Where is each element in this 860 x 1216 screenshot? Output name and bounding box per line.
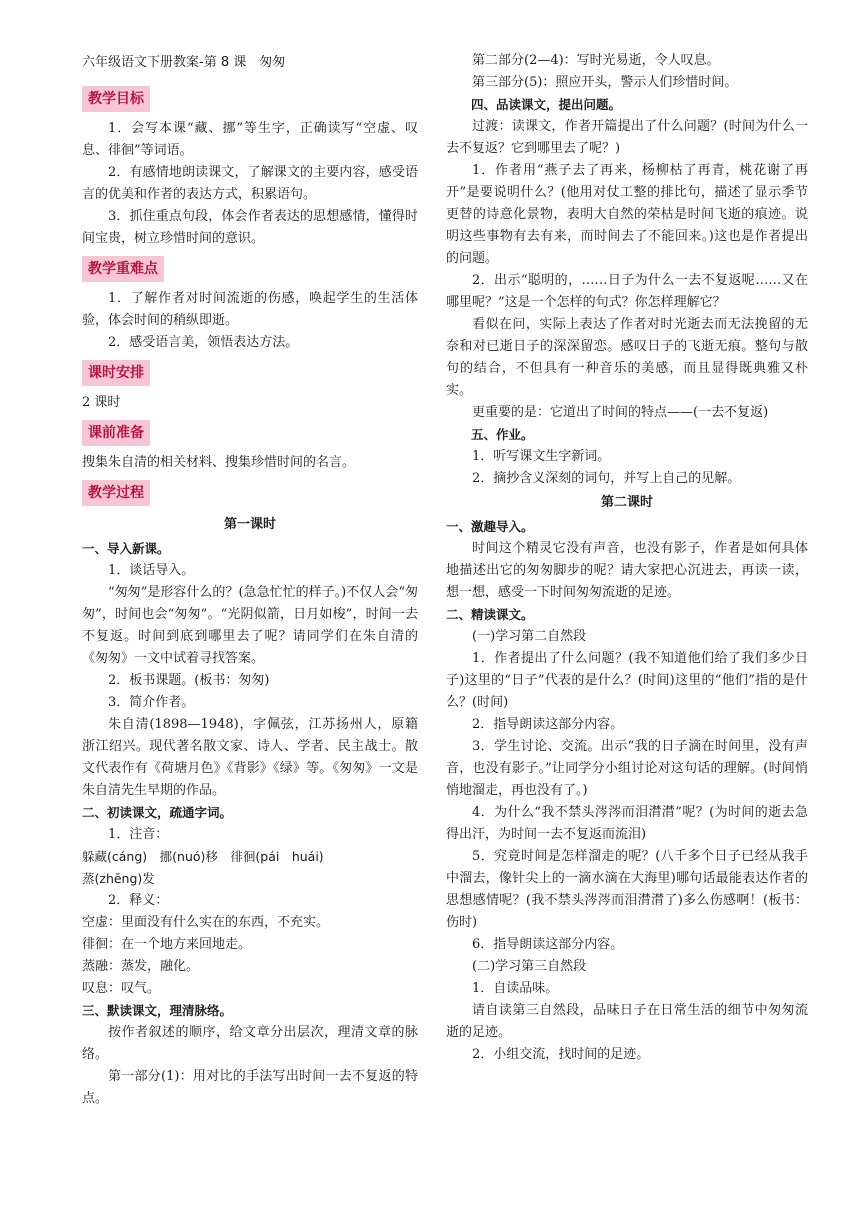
section-heading: 一、激趣导入。 bbox=[446, 519, 534, 534]
paragraph: 看似在问，实际上表达了作者对时光逝去而无法挽留的无奈和对已逝日子的深深留恋。感叹日子的飞逝无痕。整句与散句的结合，不但具有一种音乐的美感，而且显得既典雅又朴实。 bbox=[446, 317, 808, 398]
definition: 空虚：里面没有什么实在的东西，不充实。 bbox=[82, 915, 330, 930]
subsection-heading: (二)学习第三自然段 bbox=[472, 959, 587, 974]
paragraph: 第一部分(1)：用对比的手法写出时间一去不复返的特点。 bbox=[82, 1069, 418, 1106]
lesson2-heading: 第二课时 bbox=[600, 495, 653, 510]
paragraph: 第二部分(2—4)：写时光易逝，令人叹息。 bbox=[472, 53, 720, 68]
paragraph: 1．作者提出了什么问题？(我不知道他们给了我们多少日子)这里的“日子”代表的是什么？(时间)这里的“他们”指的是什么？(时间) bbox=[446, 651, 808, 710]
paragraph: 更重要的是：它道出了时间的特点——(一去不复返) bbox=[472, 405, 769, 420]
paragraph: 时间这个精灵它没有声音，也没有影子，作者是如何具体地描述出它的匆匆脚步的呢？请大家把心沉进去，再读一读，想一想，感受一下时间匆匆流逝的足迹。 bbox=[446, 541, 808, 600]
goal-item: 1．会写本课“藏、挪”等生字，正确读写“空虚、叹息、徘徊”等词语。 bbox=[82, 121, 418, 158]
paragraph: 第三部分(5)：照应开头，警示人们珍惜时间。 bbox=[472, 75, 738, 90]
right-column bbox=[446, 50, 808, 1066]
paragraph: 5．究竟时间是怎样溜走的呢？(八千多个日子已经从我手中溜去，像针尖上的一滴水滴在大海里)哪句话最能表达作者的思想感情呢？(我不禁头涔涔而泪潸潸了)多么伤感啊！(板书：伤时) bbox=[446, 849, 808, 930]
paragraph: 按作者叙述的顺序，给文章分出层次，理清文章的脉络。 bbox=[82, 1025, 418, 1062]
section-badge-prep: 课前准备 bbox=[82, 420, 150, 446]
pinyin-line: 躲藏(cáng) 挪(nuó)移 徘徊(pái huái) bbox=[82, 849, 324, 864]
section-heading: 二、精读课文。 bbox=[446, 607, 534, 622]
section-badge-schedule: 课时安排 bbox=[82, 360, 150, 386]
step-text: 3．简介作者。 bbox=[108, 695, 195, 710]
section-badge-process: 教学过程 bbox=[82, 480, 150, 506]
definition: 蒸融：蒸发，融化。 bbox=[82, 959, 200, 974]
section-heading: 三、默读课文，理清脉络。 bbox=[82, 1003, 233, 1018]
schedule-text: 2 课时 bbox=[82, 395, 121, 410]
subsection-heading: (一)学习第二自然段 bbox=[472, 629, 587, 644]
author-intro: 朱自清(1898—1948)，字佩弦，江苏扬州人，原籍浙江绍兴。现代著名散文家、诗人、学者、民主战士。散文代表作有《荷塘月色》《背影》《绿》等。《匆匆》一文是朱自清先生早期的作品。 bbox=[82, 717, 418, 798]
paragraph: 1．作者用“燕子去了再来，杨柳枯了再青，桃花谢了再开”是要说明什么？(他用对仗工整的排比句，描述了显示季节更替的诗意化景物，表明大自然的荣枯是时间飞逝的痕迹。说明这些事物有去有来，而时间去了不能回来。)这也是作者提出的问题。 bbox=[446, 163, 808, 266]
paragraph: 过渡：读课文，作者开篇提出了什么问题？(时间为什么一去不复返？它到哪里去了呢？) bbox=[446, 119, 808, 156]
prep-text: 搜集朱自清的相关材料、搜集珍惜时间的名言。 bbox=[82, 455, 356, 470]
paragraph: 请自读第三自然段，品味日子在日常生活的细节中匆匆流逝的足迹。 bbox=[446, 1003, 808, 1040]
goal-item: 2．有感情地朗读课文，了解课文的主要内容，感受语言的优美和作者的表达方式，积累语句。 bbox=[82, 165, 418, 202]
difficulty-item: 1．了解作者对时间流逝的伤感，唤起学生的生活体验，体会时间的稍纵即逝。 bbox=[82, 291, 418, 328]
section-heading: 四、品读课文，提出问题。 bbox=[471, 97, 622, 112]
section-heading: 五、作业。 bbox=[471, 427, 534, 442]
lesson1-heading: 第一课时 bbox=[223, 517, 276, 532]
step-text: 6．指导朗读这部分内容。 bbox=[472, 937, 624, 952]
step-text: 2．指导朗读这部分内容。 bbox=[472, 717, 624, 732]
step-text: 1．听写课文生字新词。 bbox=[472, 449, 611, 464]
step-text: 2．板书课题。(板书：匆匆) bbox=[108, 673, 270, 688]
step-text: 1．自读品味。 bbox=[472, 981, 559, 996]
step-text: 1．注音： bbox=[108, 827, 169, 842]
paragraph: 2．出示“聪明的，……日子为什么一去不复返呢……又在哪里呢？”这是一个怎样的句式？你怎样理解它？ bbox=[446, 273, 808, 310]
step-text: 1．谈话导入。 bbox=[108, 563, 195, 578]
paragraph: “匆匆”是形容什么的？(急急忙忙的样子。)不仅人会“匆匆”，时间也会“匆匆”。“光阴似箭，日月如梭”，时间一去不复返。时间到底到哪里去了呢？请同学们在朱自清的《匆匆》一文中试着寻找答案。 bbox=[82, 585, 418, 666]
step-text: 2．摘抄含义深刻的词句，并写上自己的见解。 bbox=[472, 471, 741, 486]
difficulty-item: 2．感受语言美，领悟表达方法。 bbox=[108, 335, 299, 350]
step-text: 2．释义： bbox=[108, 893, 169, 908]
definition: 徘徊：在一个地方来回地走。 bbox=[82, 937, 252, 952]
pinyin-line: 蒸(zhēng)发 bbox=[82, 871, 155, 886]
paragraph: 4．为什么“我不禁头涔涔而泪潸潸”呢？(为时间的逝去急得出汗，为时间一去不复返而流泪) bbox=[446, 805, 808, 842]
left-column bbox=[82, 52, 418, 1110]
step-text: 2．小组交流，找时间的足迹。 bbox=[472, 1047, 650, 1062]
paragraph: 3．学生讨论、交流。出示“我的日子滴在时间里，没有声音，也没有影子。”让同学分小组讨论对这句话的理解。(时间悄悄地溜走，再也没有了。) bbox=[446, 739, 808, 798]
section-heading: 一、导入新课。 bbox=[82, 541, 170, 556]
goal-item: 3．抓住重点句段，体会作者表达的思想感情，懂得时间宝贵，树立珍惜时间的意识。 bbox=[82, 209, 418, 246]
definition: 叹息：叹气。 bbox=[82, 981, 161, 996]
section-heading: 二、初读课文，疏通字词。 bbox=[82, 805, 233, 820]
document-title: 六年级语文下册教案-第 8 课 匆匆 bbox=[82, 55, 286, 70]
section-badge-difficulty: 教学重难点 bbox=[82, 256, 164, 282]
section-badge-goals: 教学目标 bbox=[82, 86, 150, 112]
